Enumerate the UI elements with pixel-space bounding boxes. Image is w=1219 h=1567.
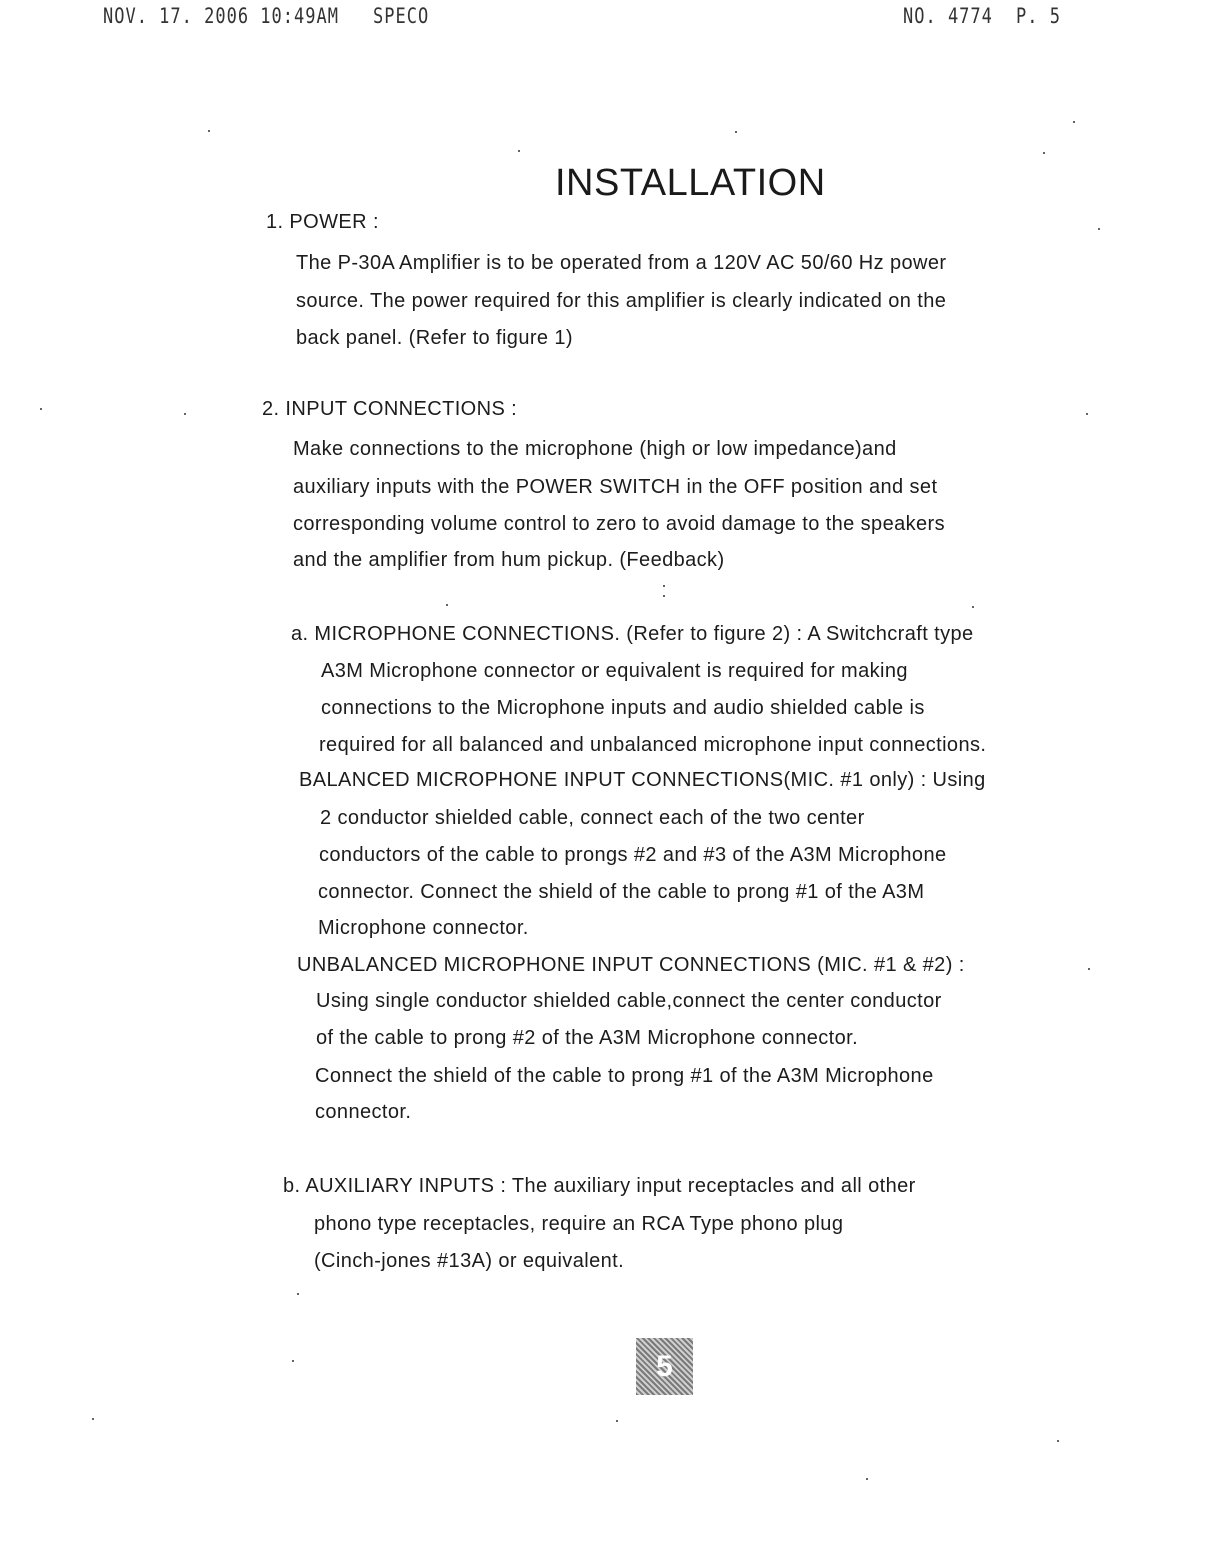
- scan-speck: [92, 1418, 94, 1420]
- balanced-line: connector. Connect the shield of the cable to prong #1 of the A3M: [318, 881, 925, 903]
- unbalanced-line: of the cable to prong #2 of the A3M Microphone connector.: [316, 1027, 859, 1049]
- power-heading: 1. POWER :: [266, 211, 379, 233]
- scan-speck: [297, 1293, 299, 1295]
- balanced-line: 2 conductor shielded cable, connect each of the two center: [320, 807, 865, 829]
- power-line: The P-30A Amplifier is to be operated from a 120V AC 50/60 Hz power: [296, 252, 947, 274]
- scan-speck: [972, 606, 974, 608]
- scan-speck: [1073, 121, 1075, 123]
- scan-speck: [40, 408, 42, 410]
- page-title: INSTALLATION: [555, 162, 826, 204]
- unbalanced-line: UNBALANCED MICROPHONE INPUT CONNECTIONS (MIC. #1 & #2) :: [297, 954, 965, 976]
- page-number-badge: [636, 1338, 693, 1395]
- scan-speck: [208, 130, 210, 132]
- scan-speck: [1086, 413, 1088, 415]
- scan-speck: [184, 413, 186, 415]
- scan-speck: [446, 604, 448, 606]
- scan-speck: [1043, 152, 1045, 154]
- scan-speck: [735, 131, 737, 133]
- unbalanced-line: Using single conductor shielded cable,connect the center conductor: [316, 990, 942, 1012]
- mic-line: A3M Microphone connector or equivalent is required for making: [321, 660, 908, 682]
- scan-speck: [1098, 228, 1100, 230]
- mic-line: a. MICROPHONE CONNECTIONS. (Refer to figure 2) : A Switchcraft type: [291, 623, 974, 645]
- input-line: corresponding volume control to zero to avoid damage to the speakers: [293, 513, 946, 535]
- balanced-line: BALANCED MICROPHONE INPUT CONNECTIONS(MIC. #1 only) : Using: [299, 769, 986, 791]
- fax-sender: SPECO: [373, 4, 430, 29]
- aux-line: phono type receptacles, require an RCA Type phono plug: [314, 1213, 844, 1235]
- scan-speck: [866, 1478, 868, 1480]
- mic-line: required for all balanced and unbalanced microphone input connections.: [319, 734, 987, 756]
- unbalanced-line: connector.: [315, 1101, 412, 1123]
- scan-speck: [1057, 1440, 1059, 1442]
- scan-speck: [292, 1360, 294, 1362]
- input-line: and the amplifier from hum pickup. (Feedback): [293, 549, 725, 571]
- scan-speck: [1088, 968, 1090, 970]
- aux-line: (Cinch-jones #13A) or equivalent.: [314, 1250, 625, 1272]
- input-line: Make connections to the microphone (high or low impedance)and: [293, 438, 897, 460]
- unbalanced-line: Connect the shield of the cable to prong #1 of the A3M Microphone: [315, 1065, 934, 1087]
- balanced-line: conductors of the cable to prongs #2 and #3 of the A3M Microphone: [319, 844, 947, 866]
- scan-speck: [663, 585, 665, 587]
- page-number: 5: [656, 1349, 673, 1383]
- scan-speck: [616, 1420, 618, 1422]
- fax-number: NO. 4774: [903, 4, 993, 29]
- aux-line: b. AUXILIARY INPUTS : The auxiliary input receptacles and all other: [283, 1175, 916, 1197]
- balanced-line: Microphone connector.: [318, 917, 529, 939]
- scan-speck: [518, 150, 520, 152]
- power-line: source. The power required for this amplifier is clearly indicated on the: [296, 290, 947, 312]
- scan-speck: [663, 595, 665, 597]
- input-heading: 2. INPUT CONNECTIONS :: [262, 398, 518, 420]
- fax-page: P. 5: [1016, 4, 1061, 29]
- fax-datetime: NOV. 17. 2006 10:49AM: [103, 4, 339, 29]
- power-line: back panel. (Refer to figure 1): [296, 327, 573, 349]
- mic-line: connections to the Microphone inputs and audio shielded cable is: [321, 697, 925, 719]
- input-line: auxiliary inputs with the POWER SWITCH in the OFF position and set: [293, 476, 938, 498]
